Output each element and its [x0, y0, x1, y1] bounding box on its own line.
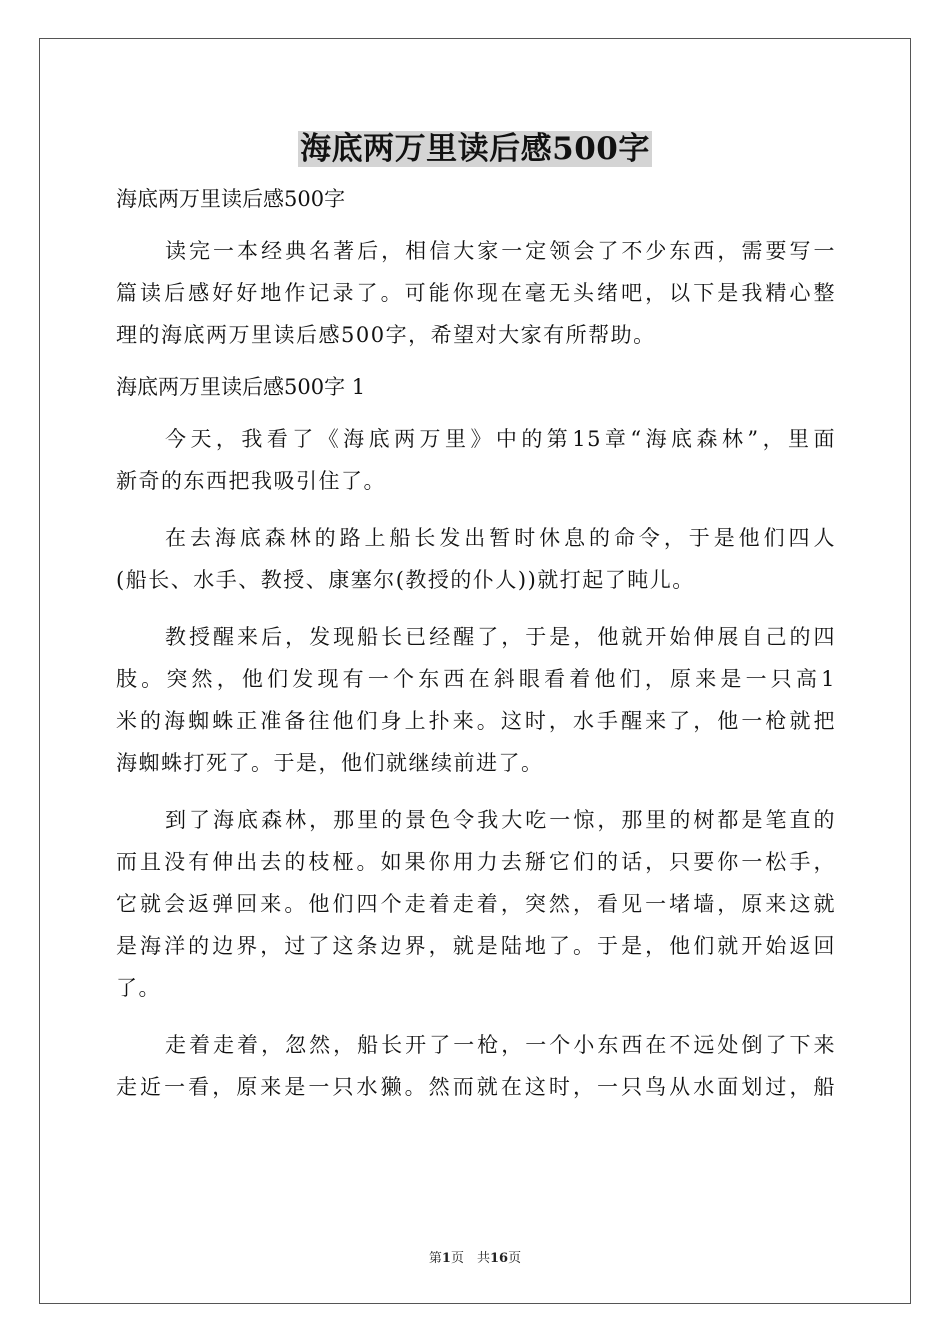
- intro-paragraph: [116, 230, 836, 356]
- paragraph-line: 今天，我看了《海底两万里》中的第15章“海底森林”，里面: [165, 427, 836, 451]
- page-number-footer: 第1页 共16页: [428, 1251, 522, 1266]
- paragraph: [116, 1024, 836, 1108]
- total-page-count: 16: [489, 1251, 509, 1266]
- paragraph-line: 教授醒来后，发现船长已经醒了，于是，他就开始伸展自己的四: [165, 625, 836, 649]
- section-heading: 海底两万里读后感500字 1: [116, 375, 366, 399]
- paragraph-line: 是海洋的边界，过了这条边界，就是陆地了。于是，他们就开始返回: [116, 934, 836, 958]
- paragraph-line: 走着走着，忽然，船长开了一枪，一个小东西在不远处倒了下来: [165, 1033, 836, 1057]
- paragraph: [116, 616, 836, 784]
- paragraph-line: 在去海底森林的路上船长发出暂时休息的命令，于是他们四人: [165, 526, 836, 550]
- document-title: 海底两万里读后感500字: [300, 131, 650, 167]
- paragraph: [116, 799, 836, 1009]
- paragraph-line: 理的海底两万里读后感500字，希望对大家有所帮助。: [116, 323, 656, 347]
- document-body: [116, 178, 836, 1108]
- current-page-number: 1: [441, 1251, 451, 1266]
- document-subtitle: 海底两万里读后感500字: [116, 187, 346, 211]
- paragraph-line: 肢。突然，他们发现有一个东西在斜眼看着他们，原来是一只高1: [116, 667, 836, 691]
- paragraph-line: 读完一本经典名著后，相信大家一定领会了不少东西，需要写一: [165, 239, 836, 263]
- paragraph-line: 走近一看，原来是一只水獭。然而就在这时，一只鸟从水面划过，船: [116, 1075, 836, 1099]
- paragraph: [116, 517, 836, 601]
- paragraph-line: 篇读后感好好地作记录了。可能你现在毫无头绪吧，以下是我精心整: [116, 281, 836, 305]
- paragraph-line: 到了海底森林，那里的景色令我大吃一惊，那里的树都是笔直的: [165, 808, 836, 832]
- paragraph-line: 而且没有伸出去的枝桠。如果你用力去掰它们的话，只要你一松手，: [116, 850, 836, 874]
- paragraph-line: 了。: [116, 976, 161, 1000]
- paragraph-line: 米的海蜘蛛正准备往他们身上扑来。这时，水手醒来了，他一枪就把: [116, 709, 836, 733]
- paragraph: [116, 418, 836, 502]
- paragraph-line: (船长、水手、教授、康塞尔(教授的仆人))就打起了盹儿。: [116, 568, 695, 592]
- paragraph-line: 它就会返弹回来。他们四个走着走着，突然，看见一堵墙，原来这就: [116, 892, 836, 916]
- paragraph-line: 海蜘蛛打死了。于是，他们就继续前进了。: [116, 751, 544, 775]
- paragraph-line: 新奇的东西把我吸引住了。: [116, 469, 386, 493]
